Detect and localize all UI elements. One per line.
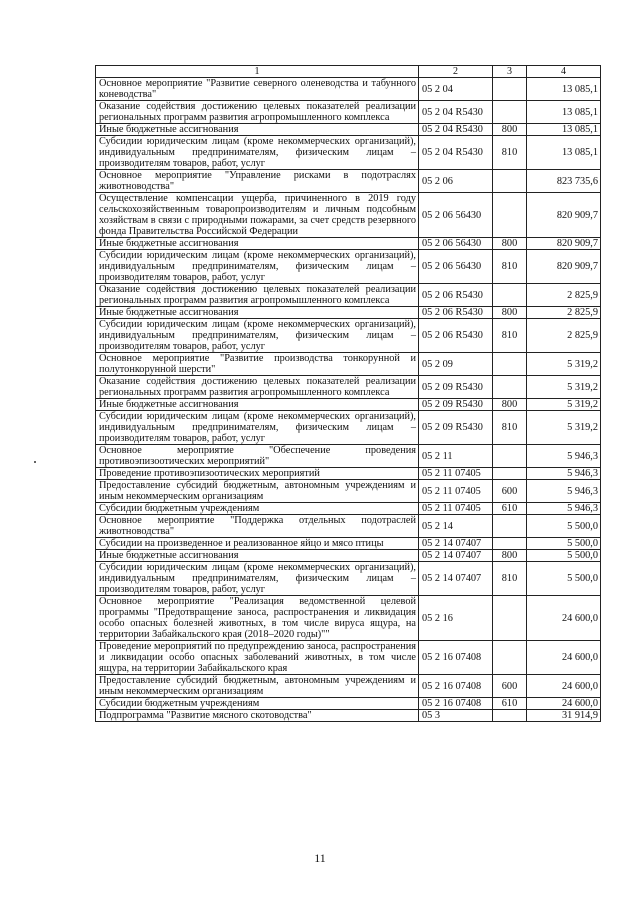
cell-code: 05 2 04 R5430	[419, 124, 493, 136]
header-col-type: 3	[493, 66, 527, 78]
table-row	[96, 538, 601, 550]
cell-sum: 2 825,9	[527, 307, 601, 319]
cell-type: 810	[493, 562, 527, 596]
cell-type: 810	[493, 319, 527, 353]
cell-type	[493, 445, 527, 468]
cell-type	[493, 641, 527, 675]
cell-code: 05 2 16 07408	[419, 641, 493, 675]
table-row	[96, 399, 601, 411]
cell-type	[493, 170, 527, 193]
cell-type: 800	[493, 399, 527, 411]
cell-type	[493, 468, 527, 480]
cell-code: 05 2 06 56430	[419, 193, 493, 238]
cell-code: 05 2 09 R5430	[419, 411, 493, 445]
cell-sum: 5 319,2	[527, 353, 601, 376]
cell-name: Субсидии юридическим лицам (кроме некоммерческих организаций), индивидуальным предпринимателям, физическим лицам – производителям товаров, работ, услуг	[96, 319, 419, 353]
cell-sum: 2 825,9	[527, 319, 601, 353]
cell-name: Основное мероприятие "Реализация ведомственной целевой программы "Предотвращение заноса, распространения и ликвидация особо опасных болезней животных, в том числе вируса ящура, на территории Забайкальского края (2018–2020 годы)""	[96, 596, 419, 641]
cell-code: 05 2 16 07408	[419, 698, 493, 710]
cell-type: 600	[493, 480, 527, 503]
cell-sum: 13 085,1	[527, 101, 601, 124]
table-row	[96, 503, 601, 515]
table-row	[96, 562, 601, 596]
cell-name: Проведение противоэпизоотических мероприятий	[96, 468, 419, 480]
cell-sum: 13 085,1	[527, 124, 601, 136]
cell-type: 610	[493, 503, 527, 515]
cell-code: 05 2 14 07407	[419, 550, 493, 562]
cell-sum: 5 946,3	[527, 480, 601, 503]
cell-sum: 13 085,1	[527, 136, 601, 170]
cell-sum: 5 500,0	[527, 515, 601, 538]
cell-type	[493, 78, 527, 101]
cell-name: Иные бюджетные ассигнования	[96, 307, 419, 319]
cell-type: 810	[493, 250, 527, 284]
header-col-sum: 4	[527, 66, 601, 78]
table-row	[96, 284, 601, 307]
cell-type	[493, 101, 527, 124]
cell-name: Основное мероприятие "Развитие северного оленеводства и табунного коневодства"	[96, 78, 419, 101]
cell-sum: 820 909,7	[527, 238, 601, 250]
table-row	[96, 170, 601, 193]
cell-type: 800	[493, 550, 527, 562]
cell-name: Оказание содействия достижению целевых показателей реализации региональных программ развития агропромышленного комплекса	[96, 284, 419, 307]
cell-sum: 820 909,7	[527, 193, 601, 238]
table-row	[96, 698, 601, 710]
cell-sum: 5 500,0	[527, 538, 601, 550]
cell-name: Субсидии бюджетным учреждениям	[96, 698, 419, 710]
cell-type	[493, 710, 527, 722]
cell-type	[493, 193, 527, 238]
cell-name: Иные бюджетные ассигнования	[96, 550, 419, 562]
cell-sum: 24 600,0	[527, 641, 601, 675]
cell-sum: 24 600,0	[527, 698, 601, 710]
cell-sum: 13 085,1	[527, 78, 601, 101]
cell-sum: 820 909,7	[527, 250, 601, 284]
cell-name: Субсидии юридическим лицам (кроме некоммерческих организаций), индивидуальным предпринимателям, физическим лицам – производителям товаров, работ, услуг	[96, 411, 419, 445]
cell-code: 05 2 11 07405	[419, 468, 493, 480]
cell-code: 05 2 14	[419, 515, 493, 538]
cell-code: 05 2 09	[419, 353, 493, 376]
page-number: 11	[314, 851, 326, 865]
cell-type	[493, 596, 527, 641]
cell-type	[493, 538, 527, 550]
table-row	[96, 411, 601, 445]
table-row	[96, 596, 601, 641]
table-row	[96, 468, 601, 480]
cell-sum: 5 500,0	[527, 550, 601, 562]
cell-type: 800	[493, 238, 527, 250]
cell-code: 05 2 04 R5430	[419, 101, 493, 124]
table-row	[96, 445, 601, 468]
table-row	[96, 193, 601, 238]
table-row	[96, 550, 601, 562]
cell-code: 05 2 06 56430	[419, 250, 493, 284]
cell-sum: 2 825,9	[527, 284, 601, 307]
cell-name: Субсидии бюджетным учреждениям	[96, 503, 419, 515]
header-col-code: 2	[419, 66, 493, 78]
cell-name: Субсидии юридическим лицам (кроме некоммерческих организаций), индивидуальным предпринимателям, физическим лицам – производителям товаров, работ, услуг	[96, 250, 419, 284]
cell-type: 600	[493, 675, 527, 698]
table-row	[96, 319, 601, 353]
cell-name: Субсидии юридическим лицам (кроме некоммерческих организаций), индивидуальным предпринимателям, физическим лицам – производителям товаров, работ, услуг	[96, 562, 419, 596]
cell-name: Основное мероприятие "Управление рисками в подотраслях животноводства"	[96, 170, 419, 193]
cell-name: Проведение мероприятий по предупреждению заноса, распространения и ликвидации особо опасных заболеваний животных, в том числе ящура, на территории Забайкальского края	[96, 641, 419, 675]
table-row	[96, 250, 601, 284]
cell-sum: 5 319,2	[527, 411, 601, 445]
cell-sum: 5 946,3	[527, 503, 601, 515]
cell-name: Основное мероприятие "Развитие производства тонкорунной и полутонкорунной шерсти"	[96, 353, 419, 376]
cell-name: Предоставление субсидий бюджетным, автономным учреждениям и иным некоммерческим организациям	[96, 675, 419, 698]
table-row	[96, 136, 601, 170]
cell-sum: 5 500,0	[527, 562, 601, 596]
cell-code: 05 2 04 R5430	[419, 136, 493, 170]
cell-code: 05 2 11 07405	[419, 480, 493, 503]
cell-code: 05 2 11	[419, 445, 493, 468]
table-row	[96, 238, 601, 250]
cell-type	[493, 376, 527, 399]
header-col-name: 1	[96, 66, 419, 78]
table-row	[96, 101, 601, 124]
cell-name: Основное мероприятие "Поддержка отдельных подотраслей животноводства"	[96, 515, 419, 538]
cell-type: 810	[493, 136, 527, 170]
cell-sum: 31 914,9	[527, 710, 601, 722]
cell-code: 05 2 09 R5430	[419, 376, 493, 399]
table-row	[96, 641, 601, 675]
cell-code: 05 2 16	[419, 596, 493, 641]
cell-type: 800	[493, 307, 527, 319]
cell-sum: 5 946,3	[527, 445, 601, 468]
cell-code: 05 2 09 R5430	[419, 399, 493, 411]
cell-sum: 5 319,2	[527, 399, 601, 411]
scan-dot	[34, 461, 36, 463]
table-row	[96, 353, 601, 376]
budget-table	[95, 65, 601, 722]
cell-sum: 24 600,0	[527, 596, 601, 641]
cell-code: 05 2 14 07407	[419, 538, 493, 550]
cell-name: Иные бюджетные ассигнования	[96, 124, 419, 136]
table-row	[96, 376, 601, 399]
cell-code: 05 2 11 07405	[419, 503, 493, 515]
cell-name: Осуществление компенсации ущерба, причиненного в 2019 году сельскохозяйственным товаропроизводителям и личным подсобным хозяйствам в связи с природными пожарами, за счет средств резервного фонда Правительства Российской Федерации	[96, 193, 419, 238]
cell-code: 05 2 16 07408	[419, 675, 493, 698]
cell-type: 810	[493, 411, 527, 445]
cell-code: 05 2 06 R5430	[419, 307, 493, 319]
cell-type	[493, 515, 527, 538]
cell-sum: 5 946,3	[527, 468, 601, 480]
cell-sum: 823 735,6	[527, 170, 601, 193]
cell-code: 05 2 06 R5430	[419, 319, 493, 353]
table-header-row	[96, 66, 601, 78]
cell-code: 05 2 14 07407	[419, 562, 493, 596]
table-row	[96, 515, 601, 538]
cell-code: 05 2 06 56430	[419, 238, 493, 250]
cell-name: Субсидии юридическим лицам (кроме некоммерческих организаций), индивидуальным предпринимателям, физическим лицам – производителям товаров, работ, услуг	[96, 136, 419, 170]
cell-name: Иные бюджетные ассигнования	[96, 399, 419, 411]
cell-type	[493, 284, 527, 307]
cell-type	[493, 353, 527, 376]
cell-code: 05 2 06	[419, 170, 493, 193]
table-row	[96, 710, 601, 722]
cell-type: 610	[493, 698, 527, 710]
table-row	[96, 675, 601, 698]
cell-sum: 5 319,2	[527, 376, 601, 399]
cell-name: Оказание содействия достижению целевых показателей реализации региональных программ развития агропромышленного комплекса	[96, 101, 419, 124]
cell-name: Иные бюджетные ассигнования	[96, 238, 419, 250]
cell-code: 05 2 06 R5430	[419, 284, 493, 307]
table-row	[96, 124, 601, 136]
table-row	[96, 78, 601, 101]
cell-sum: 24 600,0	[527, 675, 601, 698]
cell-name: Основное мероприятие "Обеспечение проведения противоэпизоотических мероприятий"	[96, 445, 419, 468]
cell-name: Подпрограмма "Развитие мясного скотоводства"	[96, 710, 419, 722]
cell-code: 05 2 04	[419, 78, 493, 101]
cell-name: Оказание содействия достижению целевых показателей реализации региональных программ развития агропромышленного комплекса	[96, 376, 419, 399]
cell-name: Предоставление субсидий бюджетным, автономным учреждениям и иным некоммерческим организациям	[96, 480, 419, 503]
table-row	[96, 307, 601, 319]
cell-type: 800	[493, 124, 527, 136]
table-body	[96, 78, 601, 722]
table-row	[96, 480, 601, 503]
cell-code: 05 3	[419, 710, 493, 722]
cell-name: Субсидии на произведенное и реализованное яйцо и мясо птицы	[96, 538, 419, 550]
